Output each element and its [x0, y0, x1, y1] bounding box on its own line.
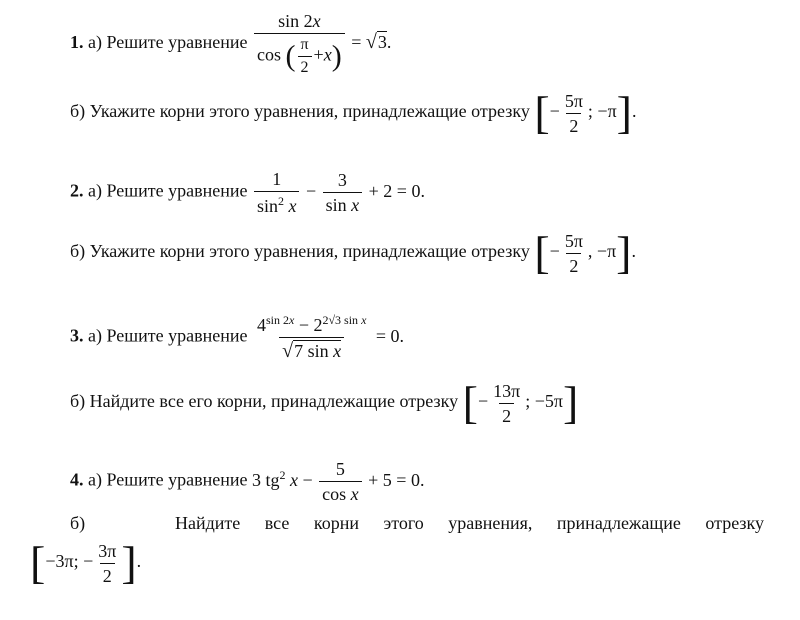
problem-1-number: 1.	[70, 32, 84, 53]
problem-1-part-a	[70, 12, 391, 76]
problem-2-a-text: Решите уравнение	[106, 180, 248, 201]
problem-2-number: 2.	[70, 180, 84, 201]
problem-4-part-b	[70, 514, 764, 532]
problem-2-a-label: а)	[88, 180, 102, 201]
interval-1: [− $\frac{5\pi}{2}$ ; −π].	[534, 87, 637, 138]
problem-4-interval-line	[30, 537, 142, 588]
problem-3-number: 3.	[70, 325, 84, 346]
interval-2: [− $\frac{5\pi}{2}$ , −π].	[534, 227, 636, 278]
equation-4: 3 $tg^2$ x − $\frac{5}{\text{cos x}}$ + 5 = 0.	[251, 459, 425, 504]
problem-3-a-label: а)	[88, 325, 102, 346]
problem-3-part-a	[70, 314, 404, 361]
problem-1-a-text: Решите уравнение	[106, 32, 248, 53]
problem-2-part-b	[70, 227, 636, 278]
equation-1: sin 2x cos ( $\frac{\pi}{2}$ +x) = √3.	[252, 32, 391, 52]
problem-3-b-label: б)	[70, 391, 86, 412]
equation-2: $\frac{1}{\sin^2 x}$ − $\frac{3}{\text{sin x}}$ + 2 = 0.	[252, 181, 425, 201]
interval-4: [−3π; − $\frac{3\pi}{2}$ ].	[30, 537, 142, 588]
problem-1-part-b	[70, 87, 637, 138]
equation-3: $\frac{4^{sin 2x} - 2^{2√3 sin x}}{\text{√7 sin x}}$ = 0.	[256, 313, 405, 362]
problem-4-a-label: а)	[88, 469, 102, 490]
problem-4-b-text: Найдите все корни этого уравнения, принадлежащие отрезку	[175, 513, 764, 533]
problem-1-a-label: а)	[88, 32, 102, 53]
problem-4-part-a	[70, 460, 424, 503]
problem-2-part-a	[70, 170, 425, 215]
problem-4-b-label: б)	[70, 513, 86, 533]
problem-1-b-text: Укажите корни этого уравнения, принадлежащие отрезку	[89, 101, 530, 122]
interval-3: [− $\frac{13\pi}{2}$ ; −5π]	[462, 377, 579, 428]
problem-3-part-b	[70, 377, 579, 428]
problem-1-b-label: б)	[70, 101, 86, 122]
problem-2-b-label: б)	[70, 241, 86, 262]
problem-4-number: 4.	[70, 469, 84, 490]
problem-2-b-text: Укажите корни этого уравнения, принадлежащие отрезку	[89, 241, 530, 262]
problem-3-b-text: Найдите все его корни, принадлежащие отрезку	[89, 391, 459, 412]
problem-3-a-text: Решите уравнение	[106, 325, 248, 346]
problem-4-a-text: Решите уравнение	[106, 469, 248, 490]
